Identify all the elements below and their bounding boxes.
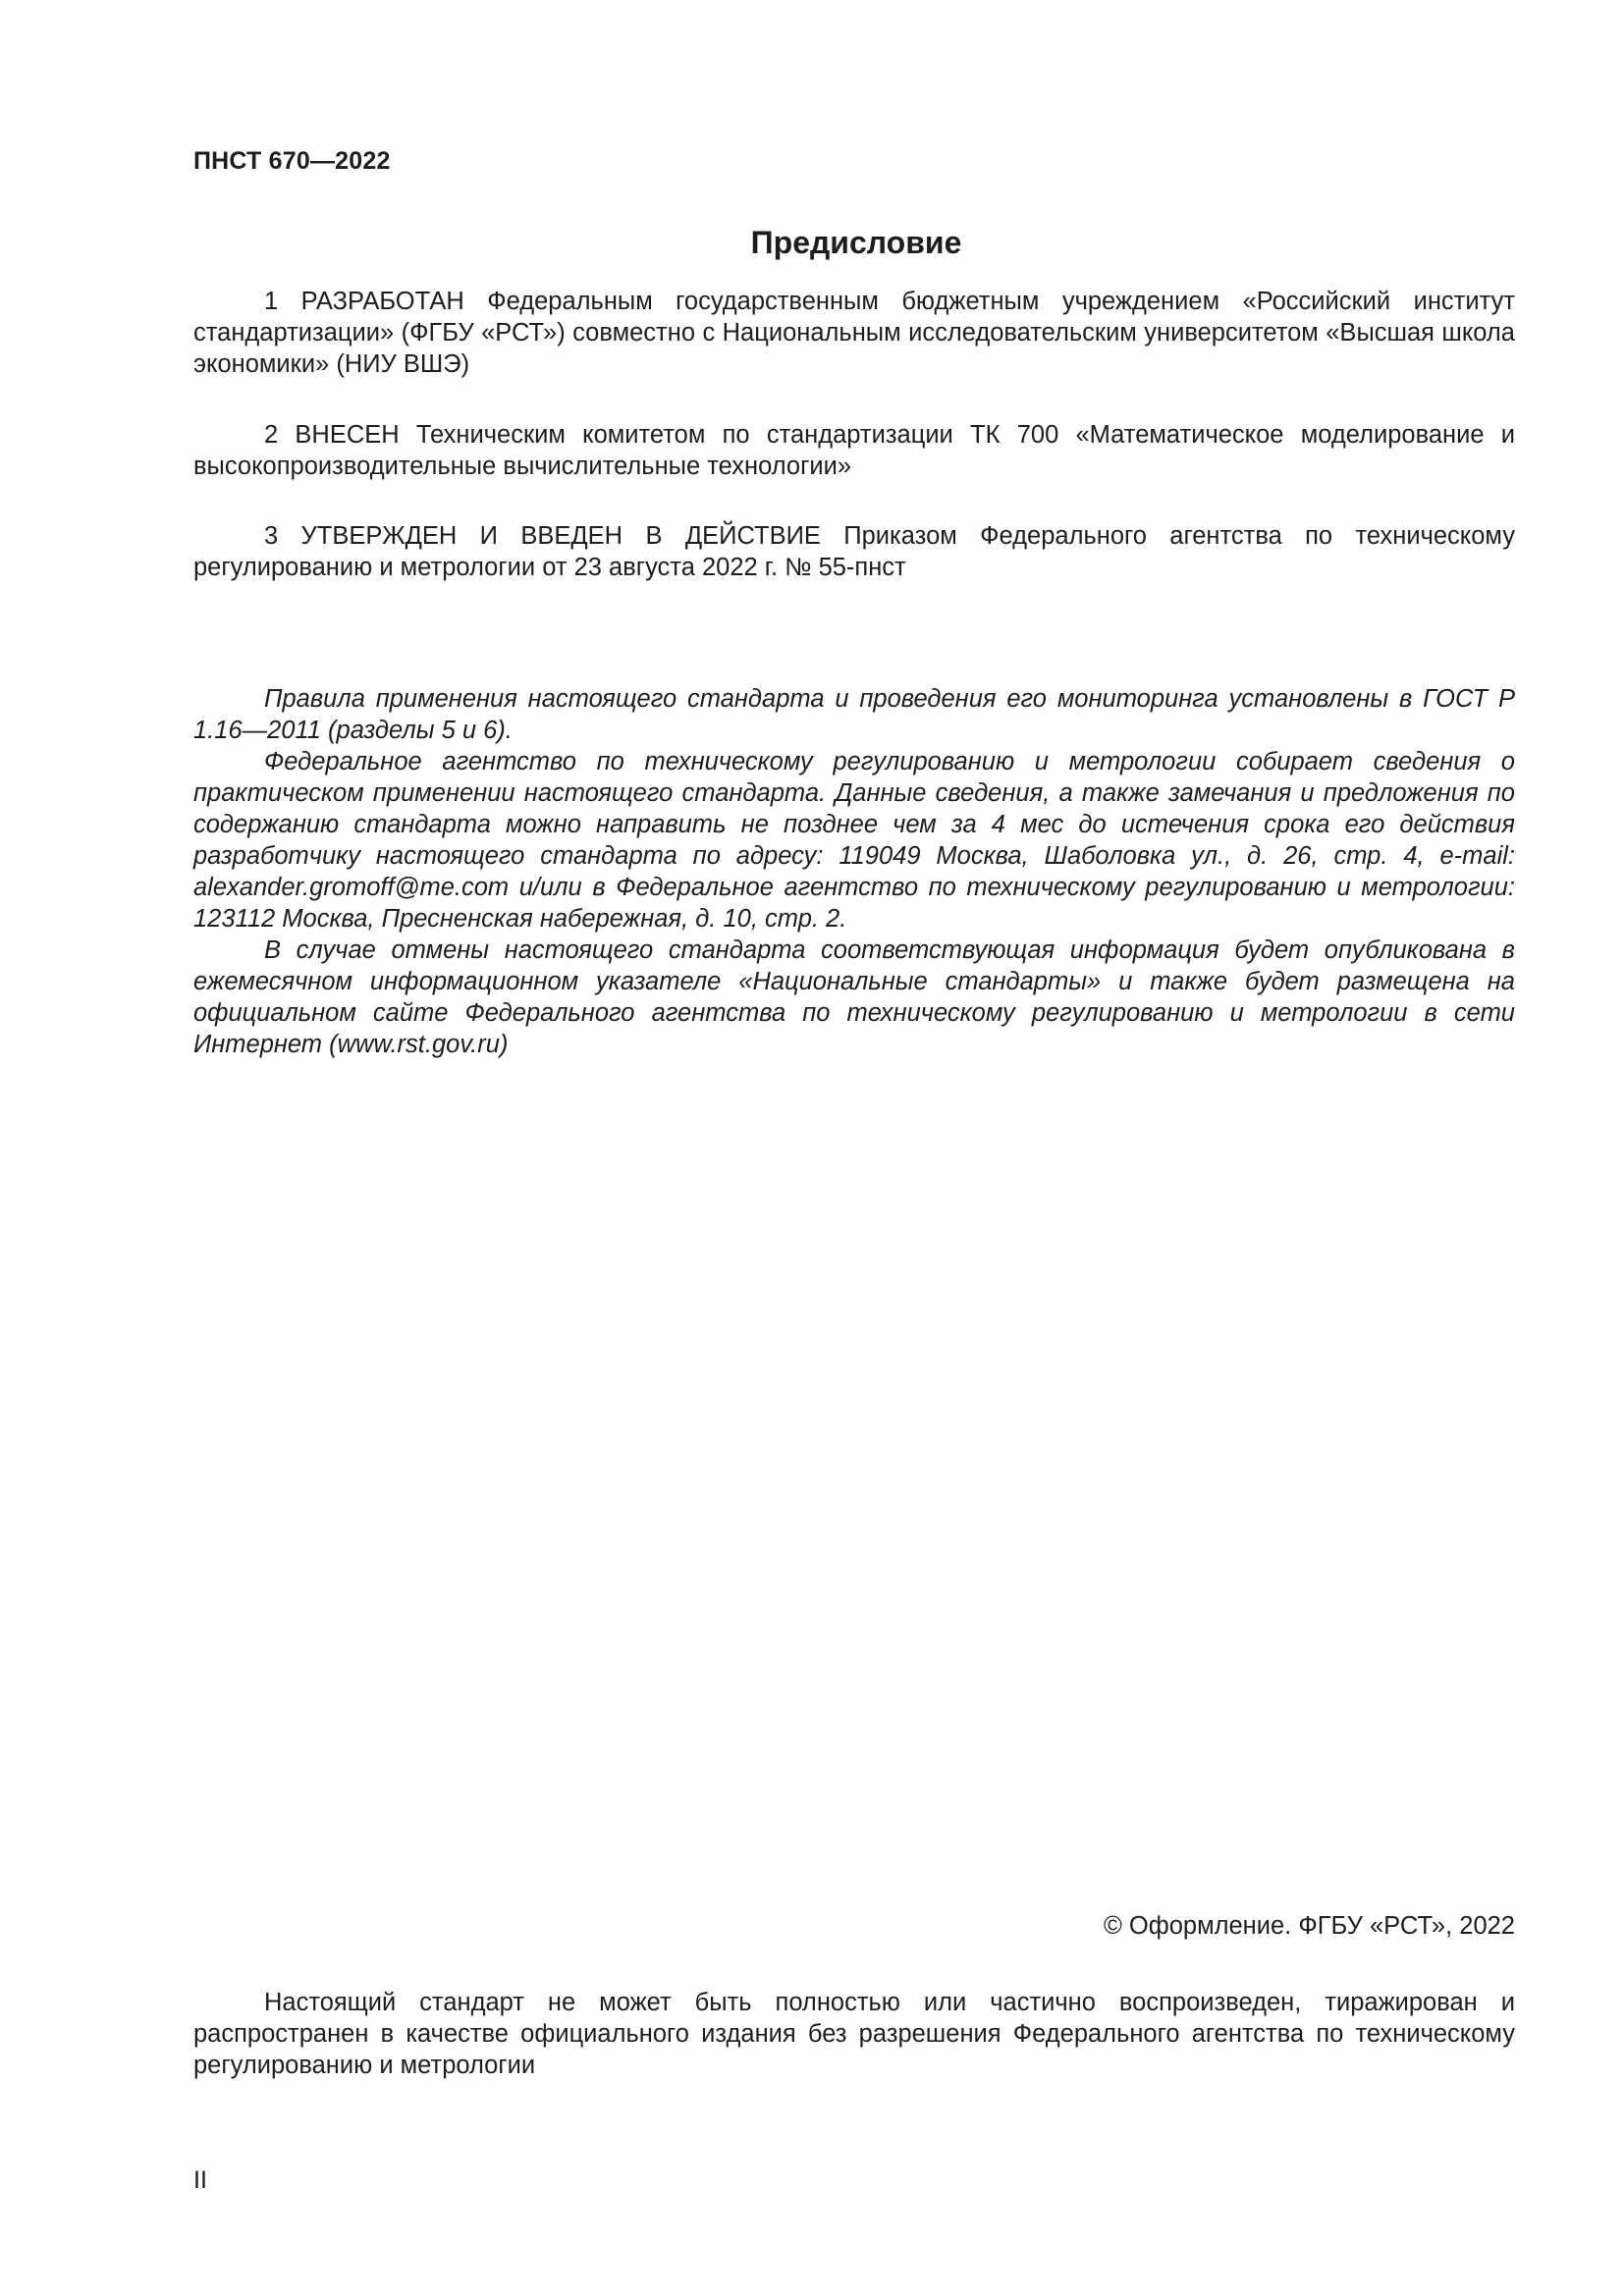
note-paragraph: Федеральное агентство по техническому регулированию и метрологии собирает сведения о практическом применении настоящего стандарта. Данные сведения, а также замечания и предложения по содержанию стандарта можно направить не позднее чем за 4 мес до истечения срока его действия разработчику настоящего стандарта по адресу: 119049 Москва, Шаболовка ул., д. 26, стр. 4, e-mail: alexander.gromoff@me.com и/или в Федеральное агентство по техническому регулированию и метрологии: 123112 Москва, Пресненская набережная, д. 10, стр. 2.: [193, 748, 1515, 933]
reproduction-notice-text: Настоящий стандарт не может быть полностью или частично воспроизведен, тиражирован и распространен в качестве официального издания без разрешения Федерального агентства по техническому регулированию и метрологии: [193, 1989, 1515, 2079]
notes-block: [193, 683, 1515, 1060]
foreword-item-text: 1 РАЗРАБОТАН Федеральным государственным бюджетным учреждением «Российский институт стандартизации» (ФГБУ «РСТ») совместно с Национальным исследовательским университетом «Высшая школа экономики» (НИУ ВШЭ): [193, 288, 1515, 378]
document-code: ПНСТ 670—2022: [193, 147, 391, 175]
note-paragraph: В случае отмены настоящего стандарта соответствующая информация будет опубликована в ежемесячном информационном указателе «Национальные стандарты» и также будет размещена на официальном сайте Федерального агентства по техническому регулированию и метрологии в сети Интернет (www.rst.gov.ru): [193, 936, 1515, 1058]
foreword-item-text: 2 ВНЕСЕН Техническим комитетом по стандартизации ТК 700 «Математическое моделирование и высокопроизводительные вычислительные технологии»: [193, 421, 1515, 480]
reproduction-notice: [193, 1987, 1515, 2081]
foreword-item-text: 3 УТВЕРЖДЕН И ВВЕДЕН В ДЕЙСТВИЕ Приказом Федерального агентства по техническому регулированию и метрологии от 23 августа 2022 г. № 55-пнст: [193, 522, 1515, 581]
foreword-item-2: [193, 419, 1515, 482]
foreword-item-1: [193, 286, 1515, 380]
foreword-item-3: [193, 520, 1515, 583]
note-paragraph: Правила применения настоящего стандарта и проведения его мониторинга установлены в ГОСТ Р 1.16—2011 (разделы 5 и 6).: [193, 685, 1515, 744]
copyright-line: © Оформление. ФГБУ «РСТ», 2022: [1104, 1912, 1515, 1940]
page-number: II: [193, 2166, 207, 2194]
page-title: Предисловие: [750, 225, 962, 260]
